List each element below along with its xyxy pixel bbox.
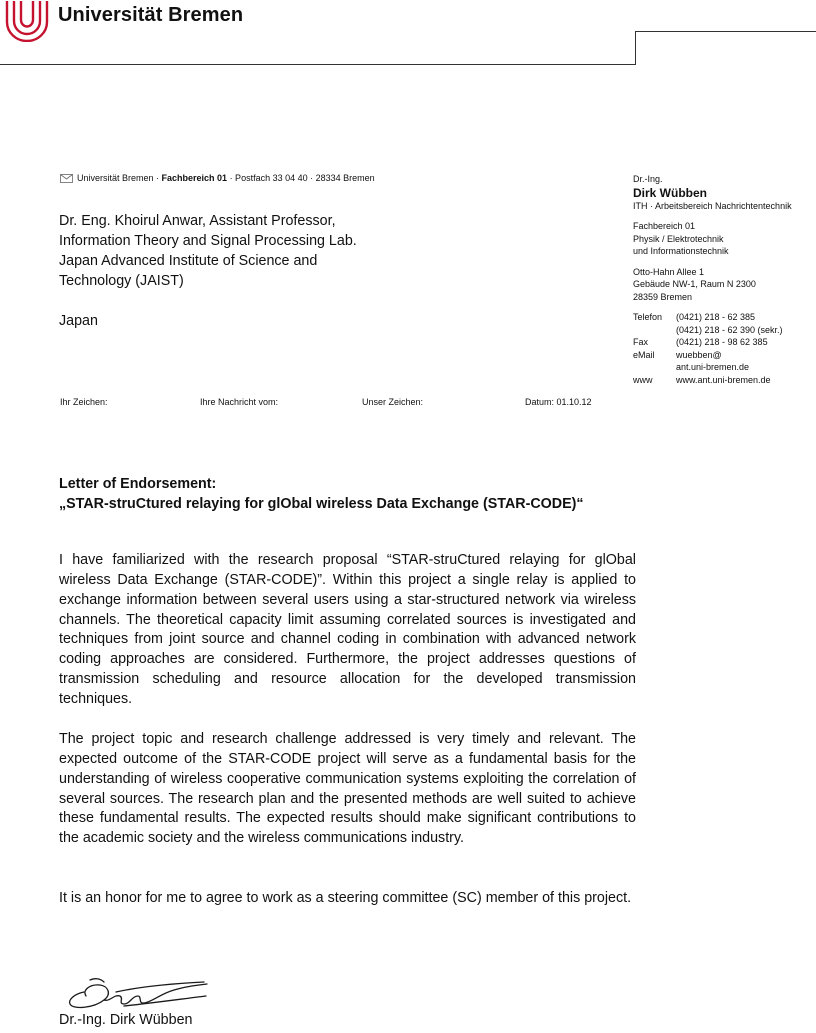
closing-name: Dr.-Ing. Dirk Wübben [59,1012,193,1028]
subject-line-1: Letter of Endorsement: [59,476,217,492]
recipient-line: Dr. Eng. Khoirul Anwar, Assistant Professor, [59,213,336,229]
sender-faculty [633,220,792,258]
subject-line-2: „STAR-struCtured relaying for glObal wireless Data Exchange (STAR-CODE)“ [59,496,584,512]
sender-address-line: 28359 Bremen [633,291,693,302]
recipient-line: Japan Advanced Institute of Science and [59,253,318,269]
recipient-address [59,211,357,331]
ref-datum: Datum: 01.10.12 [525,397,592,407]
sender-address [633,266,792,304]
body-paragraph: I have familiarized with the research proposal “STAR-struCtured relaying for glObal wireless Data Exchange (STAR-CODE)”. Within this project a single relay is applied to exchange information between several users using a star-structured network via wireless channels. The theoretical capacity limit assuming correlated sources is investigated and techniques from joint source and channel coding in combination with advanced network coding approaches are considered. Furthermore, the project addresses questions of transmission scheduling and resource allocation for the developed transmission techniques. [59,552,636,707]
university-bremen-logo-icon [4,0,50,42]
contact-row [633,361,792,374]
ref-ihre-nachricht: Ihre Nachricht vom: [200,397,279,407]
contact-value: (0421) 218 - 62 385 [676,312,756,322]
return-address-department: Fachbereich 01 [161,173,228,183]
recipient-line: Technology (JAIST) [59,273,184,289]
contact-label: www [633,374,653,385]
header-rule-top [635,31,816,32]
sender-title: Dr.-Ing. [633,174,663,184]
contact-label [633,324,676,337]
contact-label: Telefon [633,312,663,322]
return-address-suffix: · Postfach 33 04 40 · 28334 Bremen [227,173,375,183]
ref-unser-zeichen: Unser Zeichen: [362,397,424,407]
contact-label: Fax [633,337,649,347]
contact-value: www.ant.uni-bremen.de [676,374,771,385]
contact-row [633,374,792,387]
header-rule-step [635,31,636,65]
sender-faculty-line: und Informationstechnik [633,246,729,256]
contact-label [633,361,676,374]
recipient-country: Japan [59,313,98,329]
contact-row [633,349,792,362]
sender-faculty-line: Fachbereich 01 [633,221,696,231]
university-name: Universität Bremen [58,4,244,26]
recipient-line: Information Theory and Signal Processing Lab. [59,233,357,249]
body-paragraph: The project topic and research challenge addressed is very timely and relevant. The expected outcome of the STAR-CODE project will serve as a fundamental basis for the understanding of wireless cooperative communication systems exploiting the correlation of several sources. The research plan and the presented methods are well suited to achieve these fundamental results. The expected results should make significant contributions to the academic society and the wireless communications industry. [59,731,636,847]
contact-value: wuebben@ [676,349,722,360]
contact-value: ant.uni-bremen.de [676,362,750,372]
header-rule [0,64,636,65]
return-address-prefix: Universität Bremen · [77,173,162,183]
sender-faculty-line: Physik / Elektrotechnik [633,233,724,244]
sender-address-line: Otto-Hahn Allee 1 [633,266,705,277]
sender-name: Dirk Wübben [633,185,707,200]
handwritten-signature-icon [64,970,209,1012]
envelope-icon [60,174,73,183]
contact-label: eMail [633,349,655,360]
letter-subject [59,474,584,514]
ref-ihr-zeichen: Ihr Zeichen: [60,397,108,407]
contact-row [633,336,792,349]
sender-contacts [633,311,792,386]
return-address [60,173,375,183]
body-paragraph: It is an honor for me to agree to work as a steering committee (SC) member of this project. [59,890,632,906]
sender-address-line: Gebäude NW-1, Raum N 2300 [633,279,756,289]
contact-row [633,311,792,324]
contact-value: (0421) 218 - 62 390 (sekr.) [676,324,783,335]
contact-value: (0421) 218 - 98 62 385 [676,337,768,347]
sender-group: ITH · Arbeitsbereich Nachrichtentechnik [633,200,792,211]
sender-info [633,173,792,386]
contact-row [633,324,792,337]
